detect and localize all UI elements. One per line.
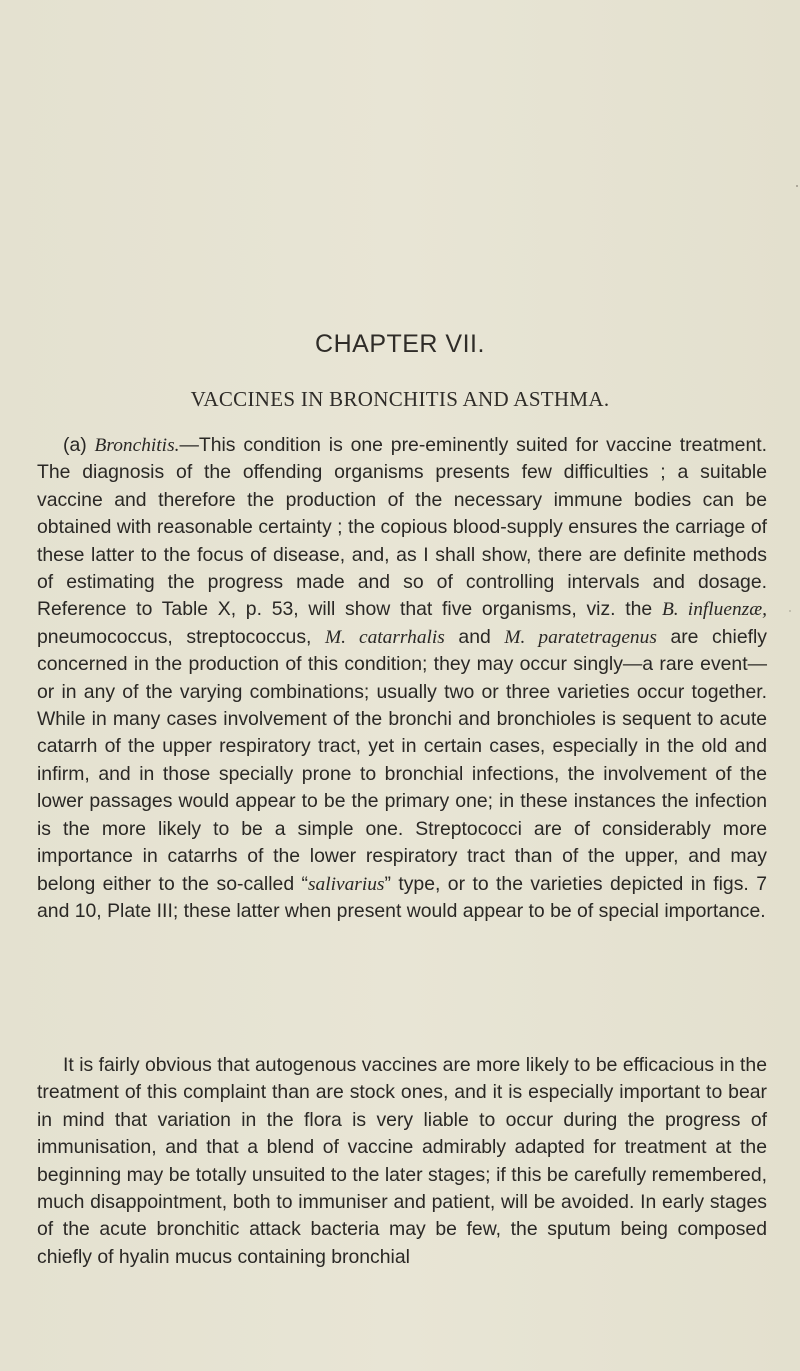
paragraph-vaccines	[37, 1052, 767, 1271]
paper-speck	[796, 185, 798, 187]
organism-name: M. paratetragenus	[504, 626, 657, 648]
paragraph-text: are chiefly concerned in the production of this condition; they may occur singly—a rare event—or in any of the varying combinations; usually two or three varieties occur together. While in many cases involvement of the bronchi and bronchioles is sequent to acute catarrh of the upper respiratory tract, yet in certain cases, especially in the old and infirm, and in those specially prone to bronchial infections, the involvement of the lower passages would appear to be the primary one; in these instances the infection is the more likely to be a simple one. Streptococci are of considerably more importance in catarrhs of the lower respiratory tract than of the upper, and may belong either to the so-called “	[37, 625, 768, 895]
paragraph-text: It is fairly obvious that autogenous vaccines are more likely to be efficacious in the treatment of this complaint than are stock ones, and it is especially important to bear in mind that variation in the flora is very liable to occur during the progress of immunisation, and that a blend of vaccine admirably adapted for treatment at the beginning may be totally unsuited to the later stages; if this be carefully remembered, much disappointment, both to immuniser and patient, will be avoided. In early stages of the acute bronchitic attack bacteria may be few, the sputum being composed chiefly of hyalin mucus containing bronchial	[37, 1054, 767, 1268]
section-label: (a)	[63, 434, 87, 456]
section-title: VACCINES IN BRONCHITIS AND ASTHMA.	[190, 387, 610, 411]
paragraph-bronchitis	[37, 432, 767, 925]
paragraph-text: —This condition is one pre-eminently suited for vaccine treatment. The diagnosis of the offending organisms presents few difficulties ; a suitable vaccine and therefore the production of the necessary immune bodies can be obtained with reasonable certainty ; the copious blood-supply ensures the carriage of these latter to the focus of disease, and, as I shall show, there are definite methods of estimating the progress made and so of controlling intervals and dosage. Reference to Table X, p. 53, will show that five organisms, viz. the	[37, 434, 768, 621]
paragraph-text: ” type, or to the varieties depicted in figs. 7 and 10, Plate III; these latter when present would appear to be of special importance.	[37, 872, 767, 922]
organism-name: B. influenzæ,	[661, 599, 767, 621]
paragraph-text: pneumococcus, streptococcus,	[37, 625, 325, 648]
section-heading: Bronchitis.	[94, 435, 180, 456]
organism-name: M. catarrhalis	[324, 626, 445, 648]
paper-speck	[789, 610, 791, 612]
streptococcus-type: salivarius	[307, 873, 385, 895]
paragraph-text: and	[444, 625, 505, 648]
chapter-title: CHAPTER VII.	[315, 330, 485, 358]
